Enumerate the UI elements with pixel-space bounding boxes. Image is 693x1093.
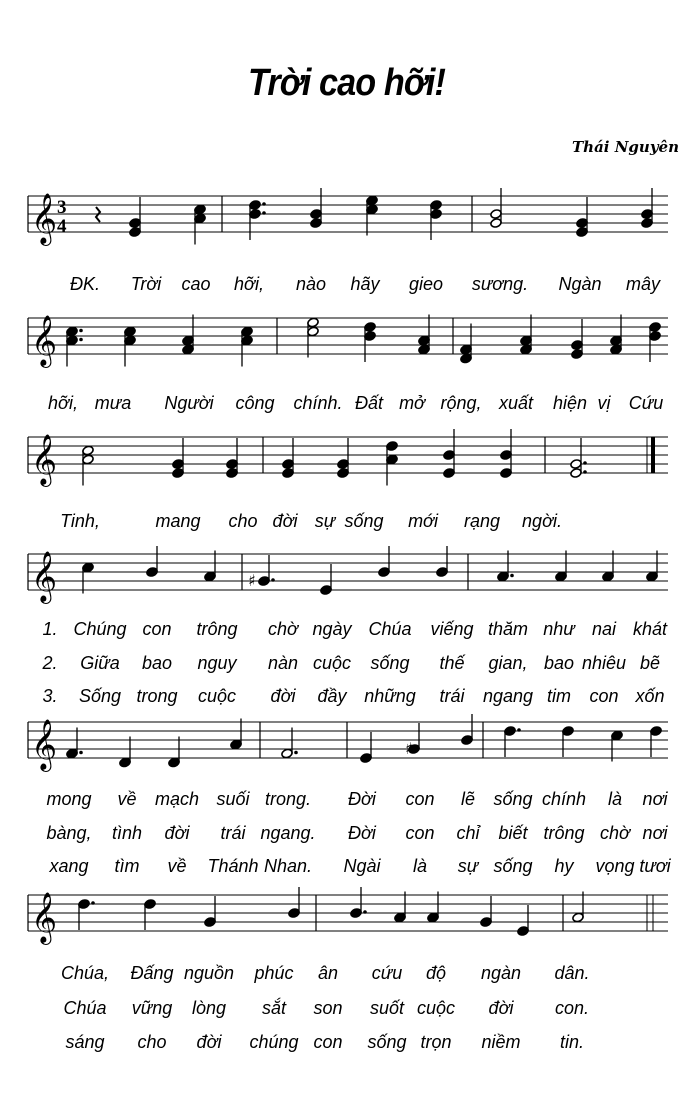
note-head <box>172 459 184 470</box>
lyric-syllable: Ngàn <box>558 274 602 294</box>
treble-clef: 𝄞 <box>31 193 58 244</box>
lyric-syllable: mong <box>46 789 92 809</box>
lyric-syllable: con. <box>554 998 590 1018</box>
note-head <box>182 335 194 346</box>
lyric-syllable: ngang <box>482 686 534 706</box>
note-dot <box>517 728 521 732</box>
lyric-syllable: chúng <box>249 1032 299 1052</box>
note-head <box>144 899 156 910</box>
note-head <box>288 908 300 919</box>
note-head <box>610 335 622 346</box>
note-head <box>646 571 658 582</box>
lyric-syllable: sắt <box>261 998 287 1018</box>
note-head <box>418 344 430 355</box>
lyric-syllable: trông <box>543 823 585 843</box>
note-head <box>610 344 622 355</box>
note-head <box>82 562 94 573</box>
lyric-syllable: Đất <box>354 393 384 413</box>
lyric-line-4-verse-1 <box>0 619 693 645</box>
lyric-syllable: ĐK. <box>69 274 101 294</box>
lyric-syllable: biết <box>498 823 528 843</box>
lyric-syllable: mang <box>155 511 201 531</box>
lyric-syllable: thế <box>439 653 465 673</box>
note-head <box>146 567 158 578</box>
lyric-syllable: tươi <box>639 856 671 876</box>
note-head <box>366 195 378 206</box>
note-head <box>282 459 294 470</box>
lyric-syllable: lòng <box>191 998 227 1018</box>
note-head <box>310 218 322 229</box>
lyric-line-6-verse-2 <box>0 998 693 1024</box>
note-head <box>460 344 472 355</box>
lyric-syllable: những <box>364 686 416 706</box>
lyric-syllable: dân. <box>554 963 590 983</box>
note-dot <box>79 338 83 342</box>
lyric-syllable: Trời <box>130 274 162 294</box>
lyric-syllable: hỡi, <box>234 274 264 294</box>
note-head <box>641 209 653 220</box>
lyric-syllable: cuộc <box>197 686 237 706</box>
lyric-syllable: Người <box>164 393 214 413</box>
lyric-syllable: mới <box>408 511 438 531</box>
note-dot <box>262 211 266 215</box>
note-head <box>168 757 180 768</box>
lyric-syllable: nơi <box>642 789 668 809</box>
note-head <box>430 200 442 211</box>
treble-clef: 𝄞 <box>31 719 58 770</box>
lyric-syllable: sương. <box>471 274 529 294</box>
note-head <box>310 209 322 220</box>
note-head <box>182 344 194 355</box>
lyric-syllable: ngang. <box>260 823 316 843</box>
note-dot <box>363 910 367 914</box>
lyric-syllable: nguồn <box>183 963 235 983</box>
lyric-syllable: Chúng <box>73 619 127 639</box>
lyric-syllable: đời <box>488 998 514 1018</box>
note-head <box>570 459 582 470</box>
lyric-syllable: phúc <box>254 963 294 983</box>
note-head <box>307 326 319 337</box>
lyric-syllable: Tinh, <box>60 511 100 531</box>
note-head <box>241 326 253 337</box>
lyric-syllable: ân <box>317 963 339 983</box>
note-head <box>119 757 131 768</box>
lyric-syllable: gieo <box>408 274 444 294</box>
composer-name: Thái Nguyên <box>572 138 679 156</box>
note-head <box>204 571 216 582</box>
note-head <box>78 899 90 910</box>
lyric-syllable: Đời <box>348 789 376 809</box>
note-dot <box>262 202 266 206</box>
lyric-syllable: cho <box>228 511 258 531</box>
treble-clef: 𝄞 <box>31 434 58 485</box>
lyric-syllable: Ngài <box>343 856 381 876</box>
lyric-syllable: con <box>313 1032 343 1052</box>
lyric-syllable: vị <box>597 393 611 413</box>
lyric-syllable: con <box>405 823 435 843</box>
lyric-syllable: Sống <box>78 686 122 706</box>
note-head <box>230 739 242 750</box>
note-head <box>241 335 253 346</box>
lyric-syllable: niềm <box>481 1032 521 1052</box>
lyric-syllable: gian, <box>488 653 528 673</box>
lyric-syllable: Nhan. <box>263 856 313 876</box>
lyric-syllable: cho <box>137 1032 167 1052</box>
lyric-line-2 <box>0 393 693 419</box>
note-head <box>282 468 294 479</box>
lyric-syllable: trái <box>439 686 465 706</box>
lyric-syllable: bẽ <box>639 653 661 673</box>
note-dot <box>91 901 95 905</box>
lyric-syllable: Giữa <box>80 653 120 673</box>
lyric-syllable: ngày <box>312 619 352 639</box>
note-head <box>320 585 332 596</box>
note-head <box>480 917 492 928</box>
lyric-syllable: trong. <box>264 789 312 809</box>
note-dot <box>79 329 83 333</box>
lyric-syllable: công <box>235 393 275 413</box>
lyric-syllable: đầy <box>317 686 347 706</box>
lyric-syllable: nàn <box>267 653 299 673</box>
lyric-syllable: ngàn <box>480 963 522 983</box>
note-head <box>366 204 378 215</box>
note-head <box>611 730 623 741</box>
lyric-syllable: sự <box>457 856 479 876</box>
lyric-syllable: mây <box>625 274 661 294</box>
note-head <box>124 335 136 346</box>
lyric-syllable: chính <box>541 789 587 809</box>
lyric-syllable: chính. <box>293 393 343 413</box>
treble-clef: 𝄞 <box>31 315 58 366</box>
lyric-syllable: cao <box>181 274 211 294</box>
lyric-syllable: là <box>412 856 428 876</box>
lyric-syllable: nguy <box>197 653 237 673</box>
note-head <box>386 441 398 452</box>
lyric-syllable: sự <box>314 511 336 531</box>
note-head <box>641 218 653 229</box>
note-head <box>82 454 94 465</box>
lyric-syllable: đời <box>196 1032 222 1052</box>
lyric-syllable: Đấng <box>130 963 174 983</box>
lyric-syllable: Chúa <box>63 998 107 1018</box>
lyric-syllable: con <box>589 686 619 706</box>
note-head <box>443 450 455 461</box>
note-head <box>194 213 206 224</box>
note-head <box>572 912 584 923</box>
note-head <box>490 209 502 220</box>
note-head <box>129 218 141 229</box>
lyric-line-6-verse-3 <box>0 1032 693 1058</box>
note-head <box>504 726 516 737</box>
lyric-syllable: trong <box>136 686 178 706</box>
lyric-line-1 <box>0 274 693 300</box>
note-head <box>576 218 588 229</box>
note-head <box>436 567 448 578</box>
note-head <box>571 340 583 351</box>
note-head <box>249 200 261 211</box>
lyric-syllable: chờ <box>268 619 298 639</box>
note-head <box>66 748 78 759</box>
note-head <box>258 576 270 587</box>
note-head <box>378 567 390 578</box>
note-head <box>520 344 532 355</box>
lyric-syllable: hỡi, <box>48 393 78 413</box>
note-head <box>497 571 509 582</box>
lyric-syllable: là <box>607 789 623 809</box>
note-head <box>66 326 78 337</box>
lyric-syllable: nhiêu <box>581 653 627 673</box>
note-head <box>490 218 502 229</box>
lyric-syllable: bàng, <box>46 823 92 843</box>
note-head <box>364 331 376 342</box>
note-head <box>194 204 206 215</box>
lyric-syllable: 2. <box>42 653 58 673</box>
lyric-syllable: Chúa, <box>60 963 110 983</box>
lyric-syllable: mở <box>399 393 425 413</box>
note-head <box>520 335 532 346</box>
lyric-line-4-verse-3 <box>0 686 693 712</box>
note-head <box>427 912 439 923</box>
song-title: Trời cao hỡi! <box>247 62 446 104</box>
lyric-syllable: sống <box>367 1032 407 1052</box>
note-dot <box>510 574 514 578</box>
note-dot <box>583 470 587 474</box>
lyric-syllable: khát <box>632 619 668 639</box>
note-head <box>562 726 574 737</box>
lyric-syllable: nào <box>295 274 327 294</box>
lyric-syllable: tin. <box>559 1032 585 1052</box>
lyric-syllable: sống <box>493 789 533 809</box>
note-head <box>172 468 184 479</box>
lyric-syllable: lẽ <box>460 789 476 809</box>
note-head <box>337 468 349 479</box>
lyric-line-5-verse-1 <box>0 789 693 815</box>
lyric-syllable: mưa <box>94 393 132 413</box>
lyric-syllable: về <box>117 789 137 809</box>
note-head <box>124 326 136 337</box>
lyric-line-5-verse-2 <box>0 823 693 849</box>
lyric-syllable: như <box>543 619 575 639</box>
lyric-syllable: rạng <box>463 511 501 531</box>
lyric-syllable: rộng, <box>440 393 482 413</box>
note-head <box>226 468 238 479</box>
lyric-syllable: viếng <box>430 619 474 639</box>
lyric-syllable: sống <box>344 511 384 531</box>
lyric-syllable: đời <box>270 686 296 706</box>
lyric-syllable: hiện <box>552 393 588 413</box>
lyric-syllable: nơi <box>642 823 668 843</box>
note-head <box>226 459 238 470</box>
lyric-syllable: xang <box>49 856 89 876</box>
note-head <box>66 335 78 346</box>
lyric-line-6-verse-1 <box>0 963 693 989</box>
lyric-syllable: bao <box>141 653 173 673</box>
lyric-syllable: Đời <box>348 823 376 843</box>
note-head <box>204 917 216 928</box>
lyric-syllable: son <box>313 998 343 1018</box>
lyric-syllable: Chúa <box>368 619 412 639</box>
lyric-syllable: bao <box>543 653 575 673</box>
lyric-syllable: đời <box>272 511 298 531</box>
lyric-syllable: suốt <box>369 998 405 1018</box>
lyric-syllable: độ <box>425 963 447 983</box>
note-head <box>555 571 567 582</box>
note-head <box>430 209 442 220</box>
time-signature-bottom: 4 <box>57 216 67 237</box>
lyric-syllable: tìm <box>114 856 140 876</box>
note-head <box>249 209 261 220</box>
note-head <box>602 571 614 582</box>
note-dot <box>79 751 83 755</box>
note-head <box>500 468 512 479</box>
lyric-syllable: đời <box>164 823 190 843</box>
note-head <box>650 726 662 737</box>
lyric-syllable: cuộc <box>312 653 352 673</box>
note-head <box>129 227 141 238</box>
note-head <box>460 353 472 364</box>
lyric-syllable: cứu <box>371 963 403 983</box>
note-head <box>576 227 588 238</box>
note-head <box>418 335 430 346</box>
lyric-syllable: xốn <box>635 686 665 706</box>
sharp-sign: ♯ <box>405 739 413 758</box>
lyric-syllable: chờ <box>600 823 630 843</box>
note-head <box>386 454 398 465</box>
lyric-line-3 <box>0 511 693 537</box>
note-head <box>360 753 372 764</box>
note-dot <box>583 461 587 465</box>
time-signature-top: 3 <box>57 197 67 218</box>
note-head <box>364 322 376 333</box>
lyric-syllable: hãy <box>350 274 380 294</box>
lyric-syllable: suối <box>216 789 250 809</box>
lyric-syllable: Thánh <box>207 856 259 876</box>
lyric-syllable: vững <box>131 998 173 1018</box>
note-head <box>571 349 583 360</box>
note-head <box>350 908 362 919</box>
note-head <box>570 468 582 479</box>
lyric-syllable: Cứu <box>628 393 664 413</box>
note-head <box>443 468 455 479</box>
lyric-syllable: mạch <box>154 789 200 809</box>
note-dot <box>294 751 298 755</box>
lyric-syllable: nai <box>591 619 617 639</box>
note-dot <box>271 578 275 582</box>
lyric-syllable: vọng <box>595 856 635 876</box>
lyric-syllable: sống <box>493 856 533 876</box>
sharp-sign: ♯ <box>248 571 256 590</box>
lyric-syllable: tim <box>547 686 571 706</box>
note-head <box>394 912 406 923</box>
lyric-syllable: xuất <box>498 393 534 413</box>
lyric-syllable: cuộc <box>416 998 456 1018</box>
note-head <box>649 322 661 333</box>
note-head <box>649 331 661 342</box>
note-head <box>500 450 512 461</box>
lyric-syllable: thăm <box>487 619 529 639</box>
lyric-syllable: tình <box>111 823 143 843</box>
lyric-syllable: ngời. <box>522 511 562 531</box>
lyric-syllable: sáng <box>65 1032 105 1052</box>
lyric-syllable: sống <box>370 653 410 673</box>
lyric-line-5-verse-3 <box>0 856 693 882</box>
lyric-syllable: chỉ <box>456 823 480 843</box>
lyric-syllable: trông <box>196 619 238 639</box>
note-head <box>307 317 319 328</box>
lyric-syllable: con <box>405 789 435 809</box>
lyric-syllable: 3. <box>42 686 58 706</box>
lyric-line-4-verse-2 <box>0 653 693 679</box>
lyric-syllable: 1. <box>42 619 58 639</box>
note-head <box>337 459 349 470</box>
lyric-syllable: con <box>142 619 172 639</box>
lyric-syllable: trái <box>220 823 246 843</box>
note-head <box>281 748 293 759</box>
treble-clef: 𝄞 <box>31 892 58 943</box>
treble-clef: 𝄞 <box>31 551 58 602</box>
lyric-syllable: hy <box>554 856 574 876</box>
note-head <box>461 735 473 746</box>
note-head <box>82 445 94 456</box>
lyric-syllable: về <box>167 856 187 876</box>
lyric-syllable: trọn <box>420 1032 452 1052</box>
note-head <box>517 926 529 937</box>
